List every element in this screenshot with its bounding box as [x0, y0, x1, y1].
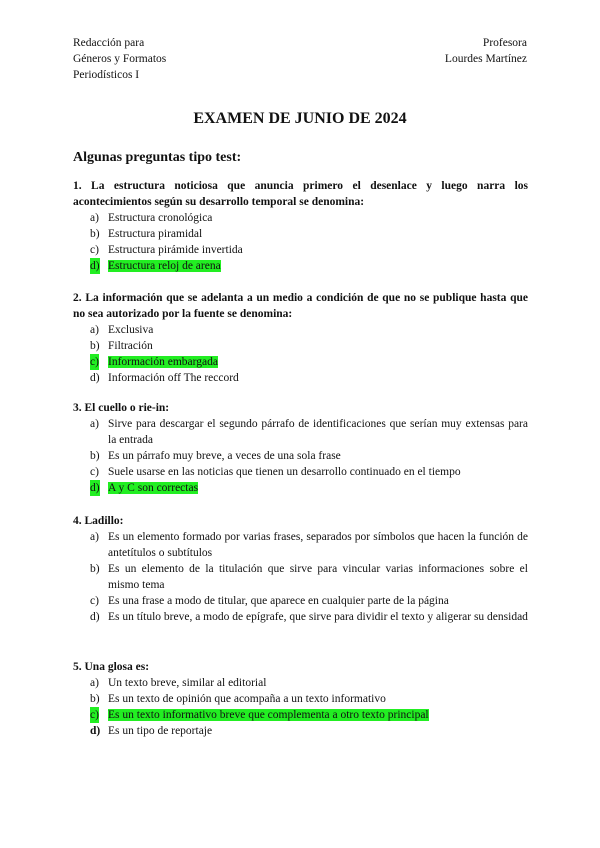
option-d: d) A y C son correctas — [90, 482, 199, 494]
question-text: 3. El cuello o rie-in: — [73, 402, 170, 414]
option-c: c) Suele usarse en las noticias que tienen un desarrollo continuado en el tiempo — [90, 466, 461, 478]
option-a: a) Sirve para descargar el segundo párrafo de identificaciones que serían muy extensas para la entrada — [90, 418, 528, 446]
option-c: c) Estructura pirámide invertida — [90, 244, 243, 256]
option-a: a) Un texto breve, similar al editorial — [90, 677, 267, 689]
teacher-line: Profesora — [482, 37, 527, 49]
option-text: Es un tipo de reportaje — [108, 725, 213, 737]
option-text: Es una frase a modo de titular, que aparece en cualquier parte de la página — [108, 595, 449, 607]
course-line: Periodísticos I — [73, 69, 140, 81]
question-text: 5. Una glosa es: — [73, 661, 150, 673]
question-3 — [73, 400, 528, 496]
question-2 — [73, 290, 528, 386]
option-a: a) Exclusiva — [90, 324, 154, 336]
option-text: Es un título breve, a modo de epígrafe, que sirve para dividir el texto y aligerar su densidad — [108, 611, 528, 623]
options-list — [73, 529, 528, 625]
correct-answer-highlight: Información embargada — [108, 356, 218, 368]
options-list — [73, 416, 528, 496]
option-d: d) Estructura reloj de arena — [90, 260, 221, 272]
option-a: a) Estructura cronológica — [90, 212, 213, 224]
teacher-header — [445, 35, 527, 67]
option-text: Es un elemento formado por varias frases, separados por símbolos que hacen la función de antetítulos o subtítulos — [108, 531, 528, 559]
question-text: 4. Ladillo: — [73, 515, 124, 527]
options-list — [73, 675, 528, 739]
option-c: c) Es una frase a modo de titular, que aparece en cualquier parte de la página — [90, 595, 449, 607]
option-b: b) Es un elemento de la titulación que sirve para vincular varias informaciones sobre el mismo tema — [90, 563, 528, 591]
question-4 — [73, 513, 528, 625]
option-c: c) Es un texto informativo breve que complementa a otro texto principal — [90, 709, 429, 721]
question-1 — [73, 178, 528, 274]
course-header — [73, 35, 166, 83]
correct-answer-highlight: Es un texto informativo breve que complementa a otro texto principal — [108, 709, 429, 721]
option-text: Es un elemento de la titulación que sirve para vincular varias informaciones sobre el mismo tema — [108, 563, 528, 591]
option-text: Exclusiva — [108, 324, 154, 336]
option-b: b) Es un párrafo muy breve, a veces de una sola frase — [90, 450, 341, 462]
question-text: 2. La información que se adelanta a un medio a condición de que no se publique hasta que no sea autorizado por la fuente se denomina: — [73, 292, 528, 320]
question-text: 1. La estructura noticiosa que anuncia primero el desenlace y luego narra los acontecimientos según su desarrollo temporal se denomina: — [73, 180, 528, 208]
option-b: b) Estructura piramidal — [90, 228, 203, 240]
correct-answer-highlight: A y C son correctas — [108, 482, 199, 494]
teacher-line: Lourdes Martínez — [444, 53, 527, 65]
options-list — [73, 210, 528, 274]
exam-title: EXAMEN DE JUNIO DE 2024 — [193, 110, 407, 127]
option-d: d) Es un título breve, a modo de epígrafe, que sirve para dividir el texto y aligerar su densidad — [90, 611, 528, 623]
course-line: Redacción para — [73, 37, 145, 49]
option-text: Un texto breve, similar al editorial — [108, 677, 267, 689]
option-text: Información off The reccord — [108, 372, 239, 384]
option-c: c) Información embargada — [90, 356, 218, 368]
option-b: b) Es un texto de opinión que acompaña a un texto informativo — [90, 693, 386, 705]
options-list — [73, 322, 528, 386]
option-text: Es un párrafo muy breve, a veces de una sola frase — [108, 450, 341, 462]
course-line: Géneros y Formatos — [73, 53, 167, 65]
option-d: d) Información off The reccord — [90, 372, 239, 384]
correct-answer-highlight: Estructura reloj de arena — [108, 260, 221, 272]
option-text: Estructura pirámide invertida — [108, 244, 243, 256]
option-d: d) Es un tipo de reportaje — [90, 725, 213, 737]
option-text: Estructura piramidal — [108, 228, 203, 240]
option-a: a) Es un elemento formado por varias frases, separados por símbolos que hacen la función de antetítulos o subtítulos — [90, 531, 528, 559]
option-text: Sirve para descargar el segundo párrafo de identificaciones que serían muy extensas para la entrada — [108, 418, 528, 446]
option-text: Es un texto de opinión que acompaña a un texto informativo — [108, 693, 386, 705]
option-text: Filtración — [108, 340, 153, 352]
section-subtitle: Algunas preguntas tipo test: — [73, 150, 242, 165]
option-text: Estructura cronológica — [108, 212, 213, 224]
option-b: b) Filtración — [90, 340, 153, 352]
question-5 — [73, 659, 528, 739]
option-text: Suele usarse en las noticias que tienen un desarrollo continuado en el tiempo — [108, 466, 461, 478]
